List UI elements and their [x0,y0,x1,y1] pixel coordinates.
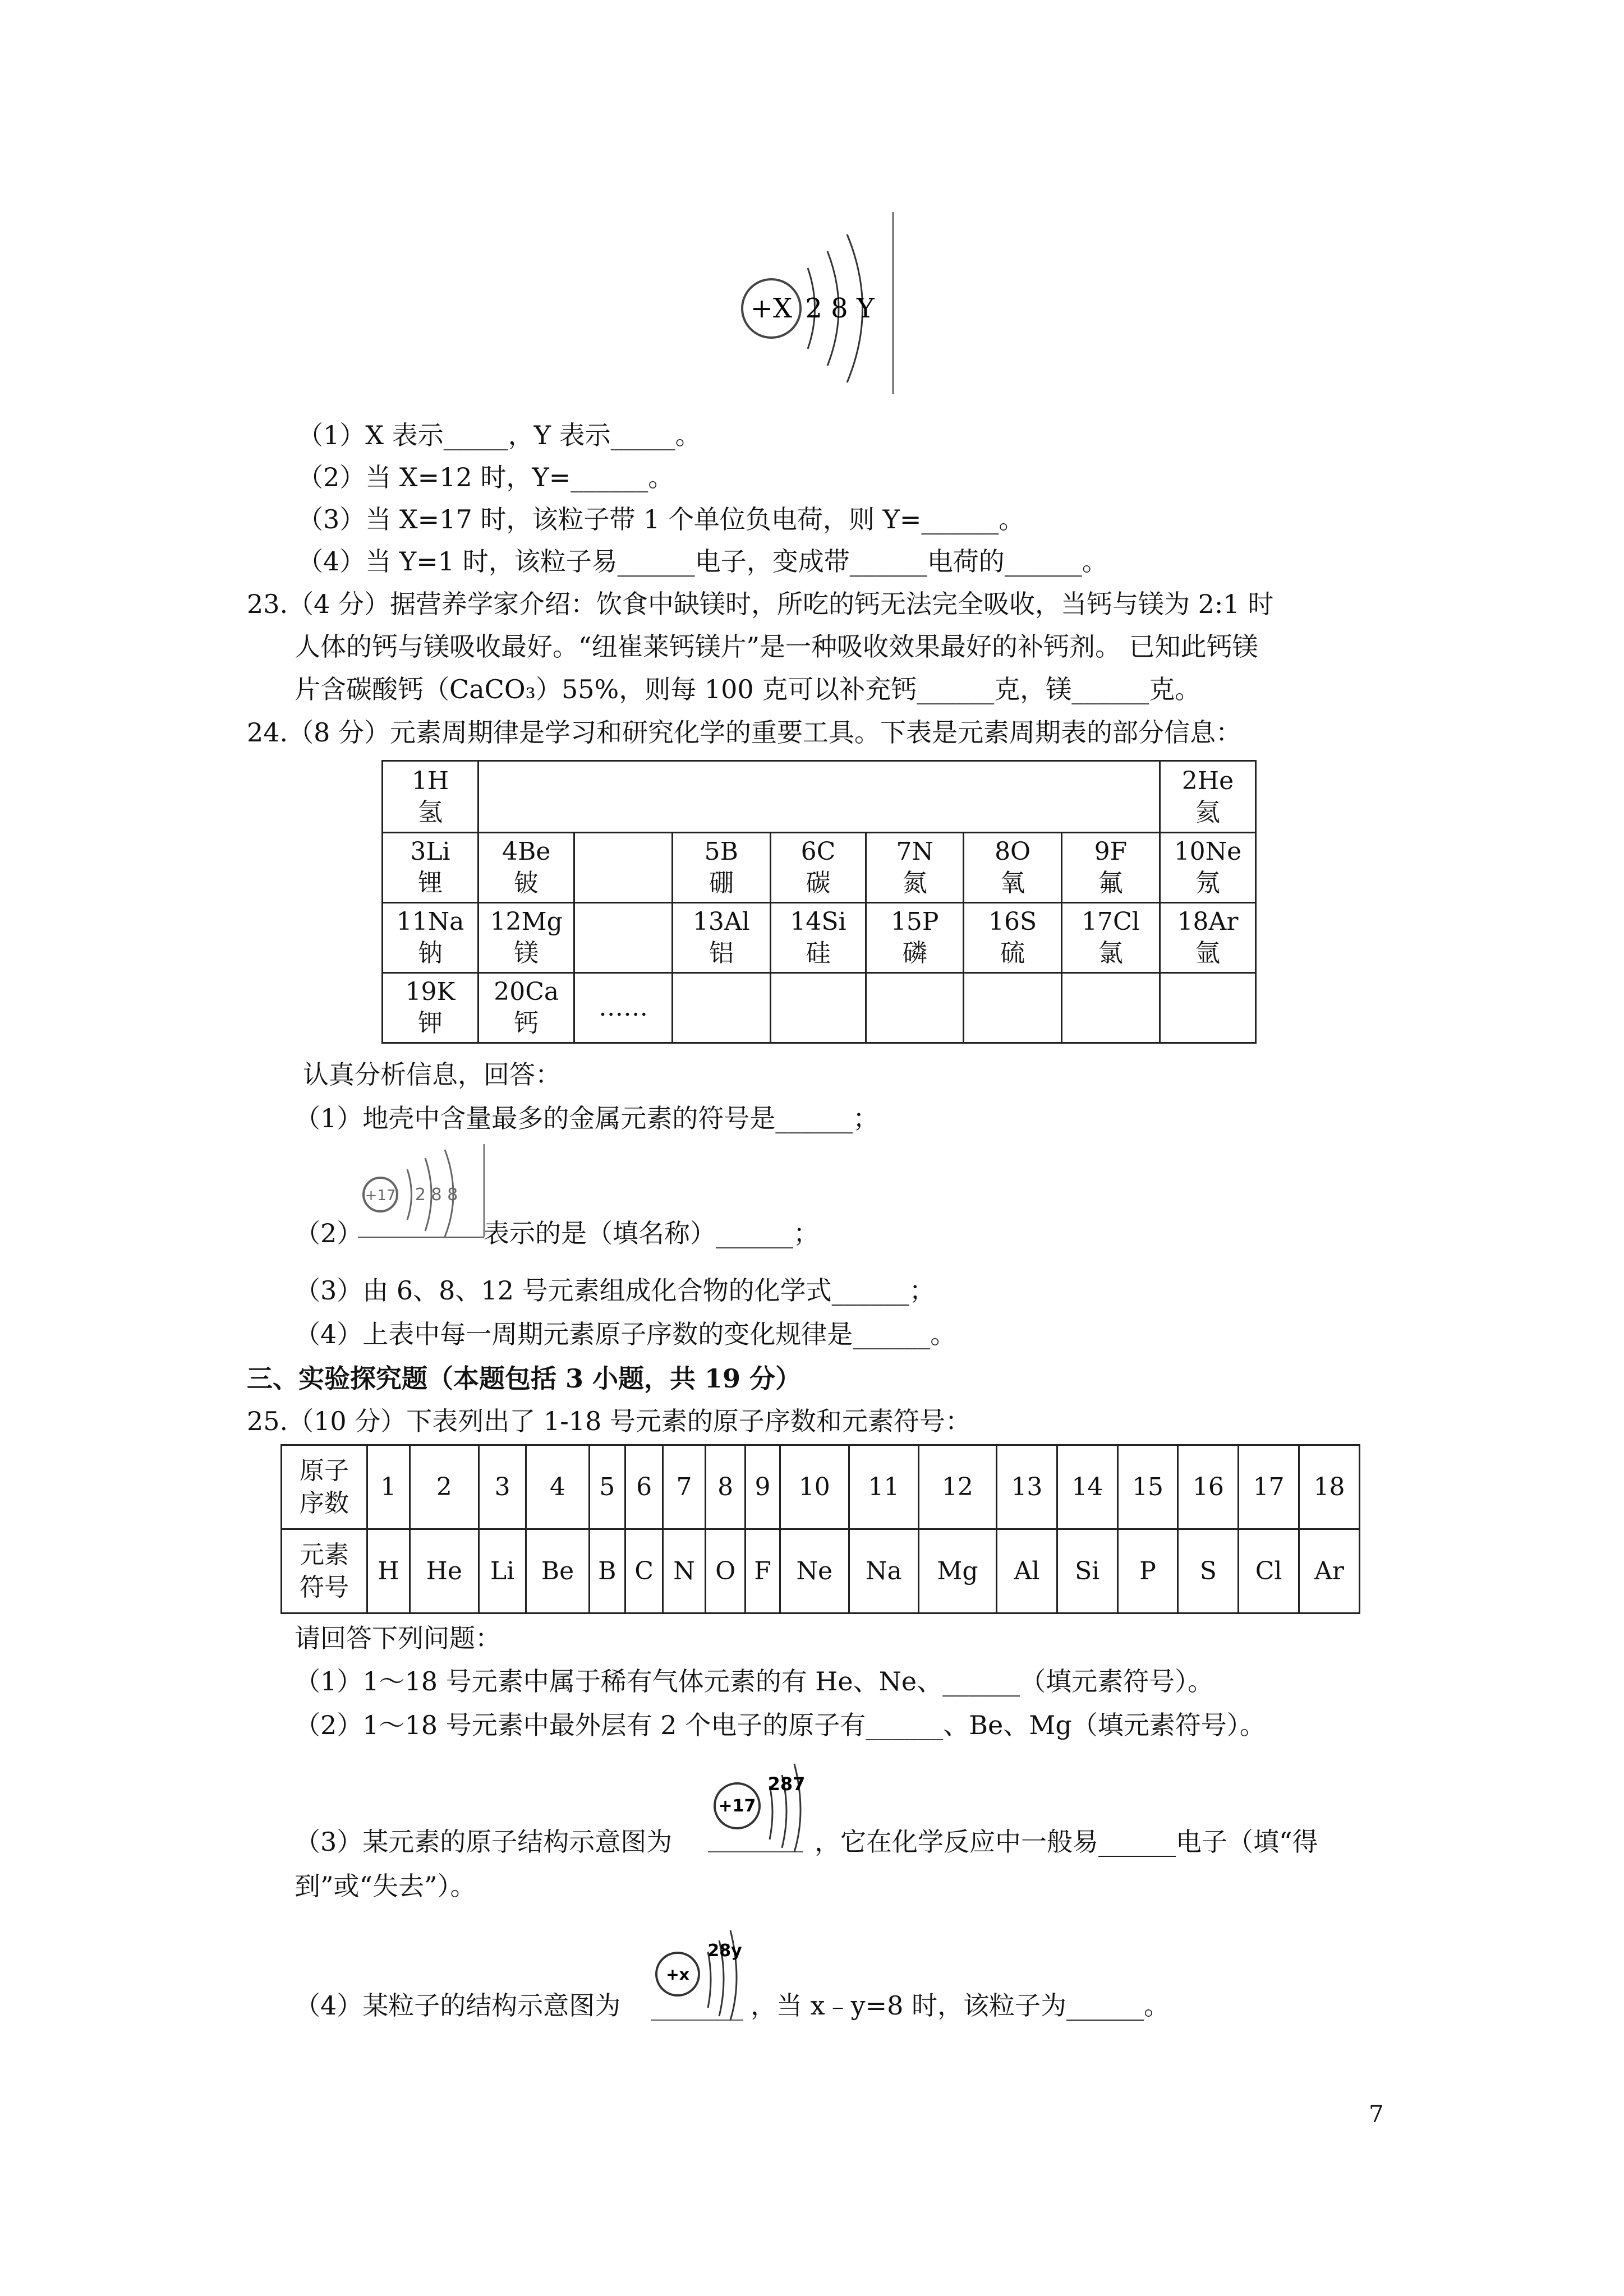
cell-Si: 14Si 硅 [770,903,866,973]
q25-item-4-prefix: （4）某粒子的结构示意图为 [295,1990,621,2021]
element-symbol-cell: C [625,1529,663,1613]
cell-Be: 4Be 铍 [479,833,574,903]
atomic-number-cell: 3 [479,1445,526,1529]
nucleus-label: +X [750,293,793,324]
nucleus-label: +x [666,1965,689,1984]
cell-F: 9F 氟 [1061,833,1160,903]
atomic-number-cell: 14 [1057,1445,1117,1529]
element-symbol-cell: O [705,1529,745,1613]
element-symbol-cell: Ne [780,1529,849,1613]
cell-S: 16S 硫 [964,903,1061,973]
q24-title: 24.（8 分）元素周期律是学习和研究化学的重要工具。下表是元素周期表的部分信息： [247,717,1242,748]
element-symbol-cell: He [410,1529,479,1613]
q24-item-3: （3）由 6、8、12 号元素组成化合物的化学式______； [295,1275,935,1306]
cell-blank [964,973,1061,1043]
cell-blank [1061,973,1160,1043]
q22-item-4: （4）当 Y=1 时，该粒子易______电子，变成带______电荷的______。 [297,546,1108,577]
periodic-table-partial [381,760,1257,1044]
q24-item-1: （1）地壳中含量最多的金属元素的符号是______； [295,1103,879,1133]
cell-Ar: 18Ar 氩 [1160,903,1255,973]
atomic-number-cell: 4 [526,1445,589,1529]
element-symbol-cell: S [1178,1529,1239,1613]
row-header-atomic-number: 原子 序数 [282,1445,367,1529]
element-symbol-cell: H [367,1529,410,1613]
q25-title: 25.（10 分）下表列出了 1-18 号元素的原子序数和元素符号： [247,1406,971,1436]
element-table-1-18 [280,1444,1360,1614]
element-symbol-cell: Al [997,1529,1057,1613]
cell-C: 6C 碳 [770,833,866,903]
shell-electrons: 2 8 8 [415,1185,458,1205]
atomic-number-cell: 17 [1239,1445,1299,1529]
q24-item-2-text: 表示的是（填名称）______； [484,1218,819,1248]
element-symbol-cell: Ar [1299,1529,1360,1613]
cell-Ca: 20Ca 钙 [479,973,574,1043]
q25-item-3-continued: 到”或“失去”）。 [295,1871,476,1901]
atomic-number-cell: 13 [997,1445,1057,1529]
atomic-number-cell: 18 [1299,1445,1360,1529]
atomic-number-cell: 6 [625,1445,663,1529]
element-symbol-cell: F [746,1529,780,1613]
q22-item-3: （3）当 X=17 时，该粒子带 1 个单位负电荷，则 Y=______。 [297,504,1025,534]
atomic-number-cell: 7 [663,1445,706,1529]
cell-B: 5B 硼 [672,833,770,903]
element-symbol-cell: B [589,1529,625,1613]
atomic-number-cell: 8 [705,1445,745,1529]
element-symbol-cell: P [1117,1529,1178,1613]
atomic-number-cell: 10 [780,1445,849,1529]
cell-ellipsis: …… [574,973,672,1043]
q24-item-4: （4）上表中每一周期元素原子序数的变化规律是______。 [295,1319,956,1349]
cell-Mg: 12Mg 镁 [479,903,574,973]
row-header-element-symbol: 元素 符号 [282,1529,367,1613]
cell-H: 1H 氢 [383,761,479,833]
atomic-number-cell: 1 [367,1445,410,1529]
q25-item-2: （2）1～18 号元素中最外层有 2 个电子的原子有______、Be、Mg（填元素符号）。 [295,1710,1266,1740]
q24-item-2-prefix: （2） [295,1218,363,1248]
cell-K: 19K 钾 [383,973,479,1043]
q24-prompt: 认真分析信息，回答： [303,1059,561,1090]
atom-structure-figure-top [738,212,895,394]
atomic-number-cell: 12 [918,1445,996,1529]
element-symbol-cell: Na [849,1529,919,1613]
cell-blank [574,833,672,903]
cell-blank [672,973,770,1043]
q25-item-4-text: ，当 x﹣y=8 时，该粒子为______。 [751,1990,1170,2021]
atomic-number-cell: 5 [589,1445,625,1529]
nucleus-label: +17 [365,1187,396,1204]
element-symbol-cell: Be [526,1529,589,1613]
atom-structure-figure-q25-4 [651,1924,749,2025]
cell-blank [574,903,672,973]
cell-Cl: 17Cl 氯 [1061,903,1160,973]
cell-Ne: 10Ne 氖 [1160,833,1255,903]
cell-blank [1160,973,1255,1043]
cell-N: 7N 氮 [866,833,964,903]
element-symbol-cell: Si [1057,1529,1117,1613]
q25-item-3-text: ，它在化学反应中一般易______电子（填“得 [815,1827,1318,1857]
cell-Li: 3Li 锂 [383,833,479,903]
q23-line-3: 片含碳酸钙（CaCO₃）55%，则每 100 克可以补充钙______克，镁______克。 [295,674,1201,704]
atomic-number-cell: 9 [746,1445,780,1529]
atomic-number-cell: 2 [410,1445,479,1529]
cell-He: 2He 氦 [1160,761,1255,833]
q23-line-2: 人体的钙与镁吸收最好。“纽崔莱钙镁片”是一种吸收效果最好的补钙剂。 已知此钙镁 [295,631,1258,662]
atomic-number-cell: 15 [1117,1445,1178,1529]
atomic-number-cell: 16 [1178,1445,1239,1529]
element-symbol-cell: Mg [918,1529,996,1613]
q25-prompt: 请回答下列问题： [295,1623,501,1653]
cell-O: 8O 氧 [964,833,1061,903]
atomic-number-cell: 11 [849,1445,919,1529]
cell-P: 15P 磷 [866,903,964,973]
cell-empty-gap [479,761,1160,833]
shell-electrons: 2 8 Y [805,293,875,324]
cell-blank [770,973,866,1043]
q23-line-1: 23.（4 分）据营养学家介绍：饮食中缺镁时，所吃的钙无法完全吸收，当钙与镁为 2:1 时 [247,589,1274,619]
cell-Na: 11Na 钠 [383,903,479,973]
atom-structure-figure-q25-3 [708,1755,815,1856]
q22-item-1: （1）X 表示_____，Y 表示_____。 [297,420,701,450]
cell-blank [866,973,964,1043]
q22-item-2: （2）当 X=12 时，Y=______。 [297,462,674,492]
nucleus-label: +17 [718,1796,756,1816]
atom-structure-figure-q24 [358,1144,487,1239]
element-symbol-cell: N [663,1529,706,1613]
q25-item-1: （1）1～18 号元素中属于稀有气体元素的有 He、Ne、______（填元素符号）。 [295,1666,1214,1696]
element-symbol-cell: Li [479,1529,526,1613]
element-symbol-cell: Cl [1239,1529,1299,1613]
q25-item-3-prefix: （3）某元素的原子结构示意图为 [295,1827,673,1857]
page-number: 7 [1369,2100,1384,2128]
section-3-heading: 三、实验探究题（本题包括 3 小题，共 19 分） [247,1363,802,1394]
cell-Al: 13Al 铝 [672,903,770,973]
shell-electrons: 28y [707,1941,742,1961]
shell-electrons: 287 [767,1773,806,1795]
